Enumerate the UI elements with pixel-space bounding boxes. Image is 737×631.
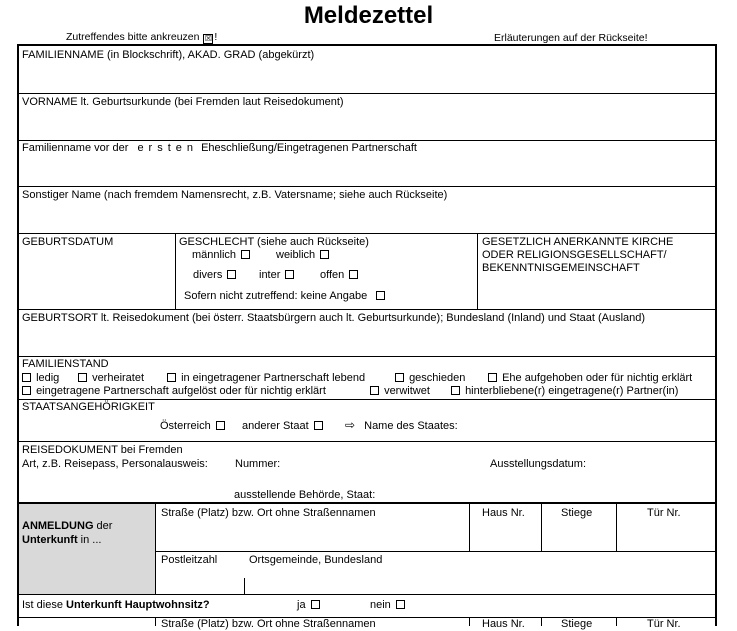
main-residence-prefix: Ist diese [22, 599, 67, 611]
staircase-input[interactable] [543, 521, 615, 550]
state-name-label: Name des Staates: [364, 420, 458, 432]
next-door-number-label: Tür Nr. [647, 618, 681, 630]
house-number-input[interactable] [471, 521, 540, 550]
other-name-input[interactable] [20, 203, 714, 232]
gender-option-open [320, 269, 360, 282]
marital-surviving-partner-checkbox[interactable] [451, 386, 460, 395]
gender-none-checkbox[interactable] [376, 291, 385, 300]
vorname-input[interactable] [20, 110, 714, 139]
row-divider [155, 551, 717, 552]
birthplace-input[interactable] [20, 326, 714, 355]
gender-male-checkbox[interactable] [241, 250, 250, 259]
main-residence-yes [297, 599, 322, 612]
citizenship-state-name [345, 419, 458, 433]
gender-none-label: Sofern nicht zutreffend: keine Angabe [184, 290, 368, 302]
citizenship-austria-label: Österreich [160, 420, 211, 432]
marital-divorced-checkbox[interactable] [395, 373, 404, 382]
marital-option-divorced [393, 372, 465, 385]
marital-partnership-dissolved-label: eingetragene Partnerschaft aufgelöst oder für nichtig erklärt [36, 385, 326, 397]
row-divider [17, 309, 717, 310]
main-residence-question [22, 599, 210, 612]
vorname-label: VORNAME lt. Geburtsurkunde (bei Fremden laut Reisedokument) [22, 96, 344, 108]
column-divider [155, 504, 156, 594]
citizenship-option-austria [160, 420, 227, 433]
gender-option-none [184, 290, 387, 303]
first-marriage-name-label [22, 142, 417, 155]
registration-label2-rest: in ... [77, 534, 102, 546]
gender-option-male [192, 249, 252, 262]
main-residence-yes-label: ja [297, 599, 306, 611]
next-house-number-label: Haus Nr. [482, 618, 525, 630]
street-label: Straße (Platz) bzw. Ort ohne Straßennamen [161, 507, 376, 519]
main-residence-no-label: nein [370, 599, 391, 611]
issuing-authority-label: ausstellende Behörde, Staat: [234, 489, 376, 501]
religion-label-line1: GESETZLICH ANERKANNTE KIRCHE [482, 236, 674, 248]
issue-date-label: Ausstellungsdatum: [490, 458, 586, 470]
familienname-label: FAMILIENNAME (in Blockschrift), AKAD. GRAD (abgekürzt) [22, 49, 315, 61]
birthdate-input[interactable] [20, 250, 173, 307]
column-divider [541, 617, 542, 626]
first-marriage-suffix: Eheschließung/Eingetragenen Partnerschaft [201, 142, 417, 154]
familienname-input[interactable] [20, 63, 714, 92]
house-number-label: Haus Nr. [482, 507, 525, 519]
gender-option-inter [259, 269, 296, 282]
municipality-label: Ortsgemeinde, Bundesland [249, 554, 383, 566]
main-residence-yes-checkbox[interactable] [311, 600, 320, 609]
form-title: Meldezettel [303, 2, 434, 29]
gender-male-label: männlich [192, 249, 237, 261]
issuing-authority-input[interactable] [392, 482, 712, 500]
explanations-note: Erläuterungen auf der Rückseite! [494, 32, 648, 44]
marital-divorced-label: geschieden [409, 372, 466, 384]
registration-label-bold: ANMELDUNG [22, 520, 94, 532]
travel-document-type-label: Art, z.B. Reisepass, Personalausweis: [22, 458, 208, 470]
check-instruction [66, 31, 217, 44]
marital-annulled-label: Ehe aufgehoben oder für nichtig erklärt [502, 372, 693, 384]
staircase-label: Stiege [561, 507, 593, 519]
row-divider [17, 441, 717, 442]
registration-label2-bold: Unterkunft [22, 534, 78, 546]
check-instruction-text: Zutreffendes bitte ankreuzen [66, 31, 200, 43]
gender-inter-label: inter [259, 269, 281, 281]
citizenship-option-other [242, 420, 325, 433]
column-divider [155, 617, 156, 626]
check-instruction-end: ! [214, 31, 218, 43]
gender-female-checkbox[interactable] [320, 250, 329, 259]
marital-partnership-dissolved-checkbox[interactable] [22, 386, 31, 395]
column-divider [175, 233, 176, 309]
column-divider [477, 233, 478, 309]
gender-divers-checkbox[interactable] [227, 270, 236, 279]
row-divider [17, 356, 717, 357]
frame-right-border [715, 44, 717, 626]
row-divider [17, 399, 717, 400]
next-street-label: Straße (Platz) bzw. Ort ohne Straßennamen [161, 618, 376, 630]
gender-divers-label: divers [193, 269, 223, 281]
marital-single-checkbox[interactable] [22, 373, 31, 382]
marital-widowed-checkbox[interactable] [370, 386, 379, 395]
marital-married-label: verheiratet [92, 372, 145, 384]
gender-female-label: weiblich [276, 249, 316, 261]
first-marriage-prefix: Familienname vor der [22, 142, 129, 154]
marital-partnership-checkbox[interactable] [167, 373, 176, 382]
row-divider [17, 594, 717, 595]
registration-label-rest: der [93, 520, 113, 532]
religion-input[interactable] [479, 277, 714, 307]
row-divider [17, 233, 717, 234]
postal-code-input[interactable] [157, 568, 243, 593]
postal-code-label: Postleitzahl [161, 554, 218, 566]
frame-top-border [17, 44, 717, 46]
gender-inter-checkbox[interactable] [285, 270, 294, 279]
marital-annulled-checkbox[interactable] [488, 373, 497, 382]
row-divider [17, 140, 717, 141]
other-name-label: Sonstiger Name (nach fremdem Namensrecht, z.B. Vatersname; siehe auch Rückseite) [22, 189, 448, 201]
document-number-label: Nummer: [235, 458, 281, 470]
marital-partnership-label: in eingetragener Partnerschaft lebend [181, 372, 366, 384]
citizenship-other-checkbox[interactable] [314, 421, 323, 430]
gender-open-checkbox[interactable] [349, 270, 358, 279]
column-divider [541, 504, 542, 551]
birthplace-label: GEBURTSORT lt. Reisedokument (bei österr. Staatsbürgern auch lt. Geburtsurkunde); Bundesland (Inland) und Staat (Ausland) [22, 312, 646, 324]
marital-option-single [20, 372, 59, 385]
postleitzahl-divider [244, 578, 245, 594]
state-name-input[interactable] [475, 414, 713, 436]
first-marriage-name-input[interactable] [20, 156, 714, 185]
column-divider [469, 617, 470, 626]
birthdate-label: GEBURTSDATUM [22, 236, 114, 248]
citizenship-austria-checkbox[interactable] [216, 421, 225, 430]
arrow-right-icon: ⇨ [345, 418, 356, 432]
marital-option-surviving-partner [449, 385, 678, 398]
registration-label-line1 [22, 520, 112, 533]
gender-option-female [276, 249, 331, 262]
marital-surviving-partner-label: hinterbliebene(r) eingetragene(r) Partner(in) [465, 385, 679, 397]
anmeldung-label-shading [19, 504, 155, 594]
travel-document-label: REISEDOKUMENT bei Fremden [22, 444, 183, 456]
marital-status-label: FAMILIENSTAND [22, 358, 109, 370]
column-divider [469, 504, 470, 551]
citizenship-label: STAATSANGEHÖRIGKEIT [22, 401, 155, 413]
door-number-input[interactable] [618, 521, 714, 550]
row-divider [17, 93, 717, 94]
marital-option-widowed [368, 385, 430, 398]
door-number-label: Tür Nr. [647, 507, 681, 519]
gender-open-label: offen [320, 269, 345, 281]
main-residence-bold: Unterkunft Hauptwohnsitz? [66, 599, 210, 611]
marital-single-label: ledig [36, 372, 60, 384]
citizenship-other-label: anderer Staat [242, 420, 309, 432]
municipality-input[interactable] [246, 568, 714, 593]
marital-option-married [76, 372, 144, 385]
registration-label-line2 [22, 534, 101, 547]
next-staircase-label: Stiege [561, 618, 593, 630]
gender-label: GESCHLECHT (siehe auch Rückseite) [179, 236, 369, 248]
street-input[interactable] [157, 521, 468, 550]
crossed-checkbox-icon: ☒ [204, 34, 212, 43]
marital-option-annulled [486, 372, 692, 385]
first-marriage-spaced: ersten [137, 142, 199, 154]
religion-label-line2: ODER RELIGIONSGESELLSCHAFT/ [482, 249, 667, 261]
marital-option-partnership-dissolved [20, 385, 326, 398]
gender-option-divers [193, 269, 238, 282]
row-divider [17, 186, 717, 187]
marital-widowed-label: verwitwet [384, 385, 430, 397]
religion-label-line3: BEKENNTNISGEMEINSCHAFT [482, 262, 640, 274]
column-divider [616, 504, 617, 551]
marital-option-partnership [165, 372, 365, 385]
column-divider [616, 617, 617, 626]
marital-married-checkbox[interactable] [78, 373, 87, 382]
main-residence-no [370, 599, 407, 612]
main-residence-no-checkbox[interactable] [396, 600, 405, 609]
